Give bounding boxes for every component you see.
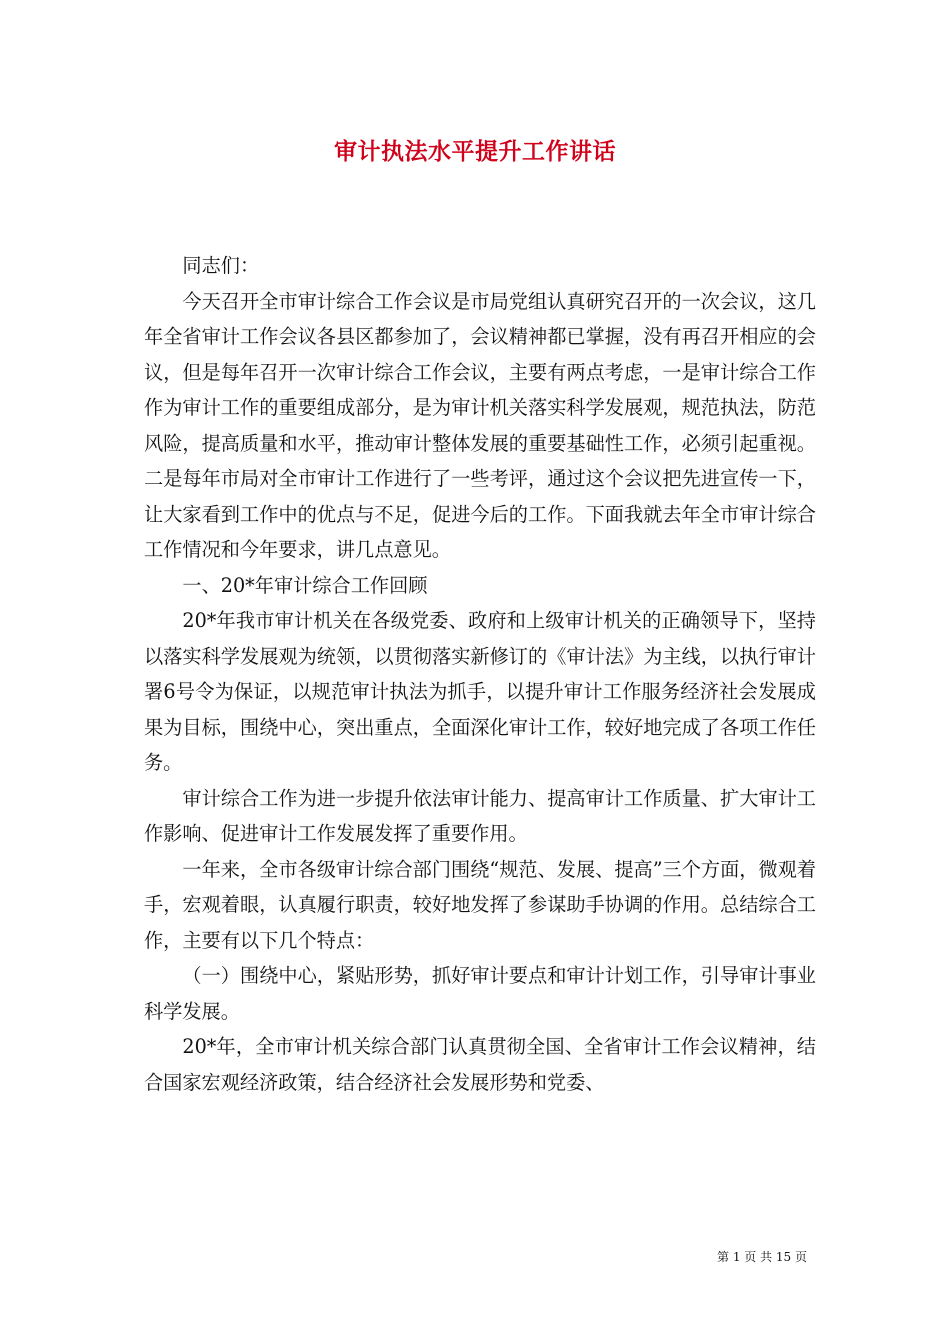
- document-body: [144, 248, 816, 1100]
- paragraph: 审计综合工作为进一步提升依法审计能力、提高审计工作质量、扩大审计工作影响、促进审计工作发展发挥了重要作用。: [144, 786, 816, 845]
- section-heading: 一、20*年审计综合工作回顾: [182, 573, 428, 597]
- page-number: 第 1 页 共 15 页: [717, 1250, 807, 1264]
- salutation: 同志们：: [182, 254, 260, 277]
- paragraph: 20*年我市审计机关在各级党委、政府和上级审计机关的正确领导下，坚持以落实科学发展观为统领，以贯彻落实新修订的《审计法》为主线，以执行审计署6号令为保证，以规范审计执法为抓手，以提升审计工作服务经济社会发展成果为目标，围绕中心，突出重点，全面深化审计工作，较好地完成了各项工作任务。: [144, 609, 816, 774]
- paragraph: 今天召开全市审计综合工作会议是市局党组认真研究召开的一次会议，这几年全省审计工作会议各县区都参加了，会议精神都已掌握，没有再召开相应的会议，但是每年召开一次审计综合工作会议，主要有两点考虑，一是审计综合工作作为审计工作的重要组成部分，是为审计机关落实科学发展观，规范执法，防范风险，提高质量和水平，推动审计整体发展的重要基础性工作，必须引起重视。二是每年市局对全市审计工作进行了一些考评，通过这个会议把先进宣传一下，让大家看到工作中的优点与不足，促进今后的工作。下面我就去年全市审计综合工作情况和今年要求，讲几点意见。: [144, 289, 816, 561]
- document-title: 审计执法水平提升工作讲话: [334, 138, 616, 165]
- subsection-heading: （一）围绕中心，紧贴形势，抓好审计要点和审计计划工作，引导审计事业科学发展。: [144, 964, 816, 1023]
- paragraph: 一年来，全市各级审计综合部门围绕“规范、发展、提高”三个方面，微观着手，宏观着眼，认真履行职责，较好地发挥了参谋助手协调的作用。总结综合工作，主要有以下几个特点：: [144, 857, 817, 952]
- paragraph: 20*年，全市审计机关综合部门认真贯彻全国、全省审计工作会议精神，结合国家宏观经济政策，结合经济社会发展形势和党委、: [144, 1035, 816, 1094]
